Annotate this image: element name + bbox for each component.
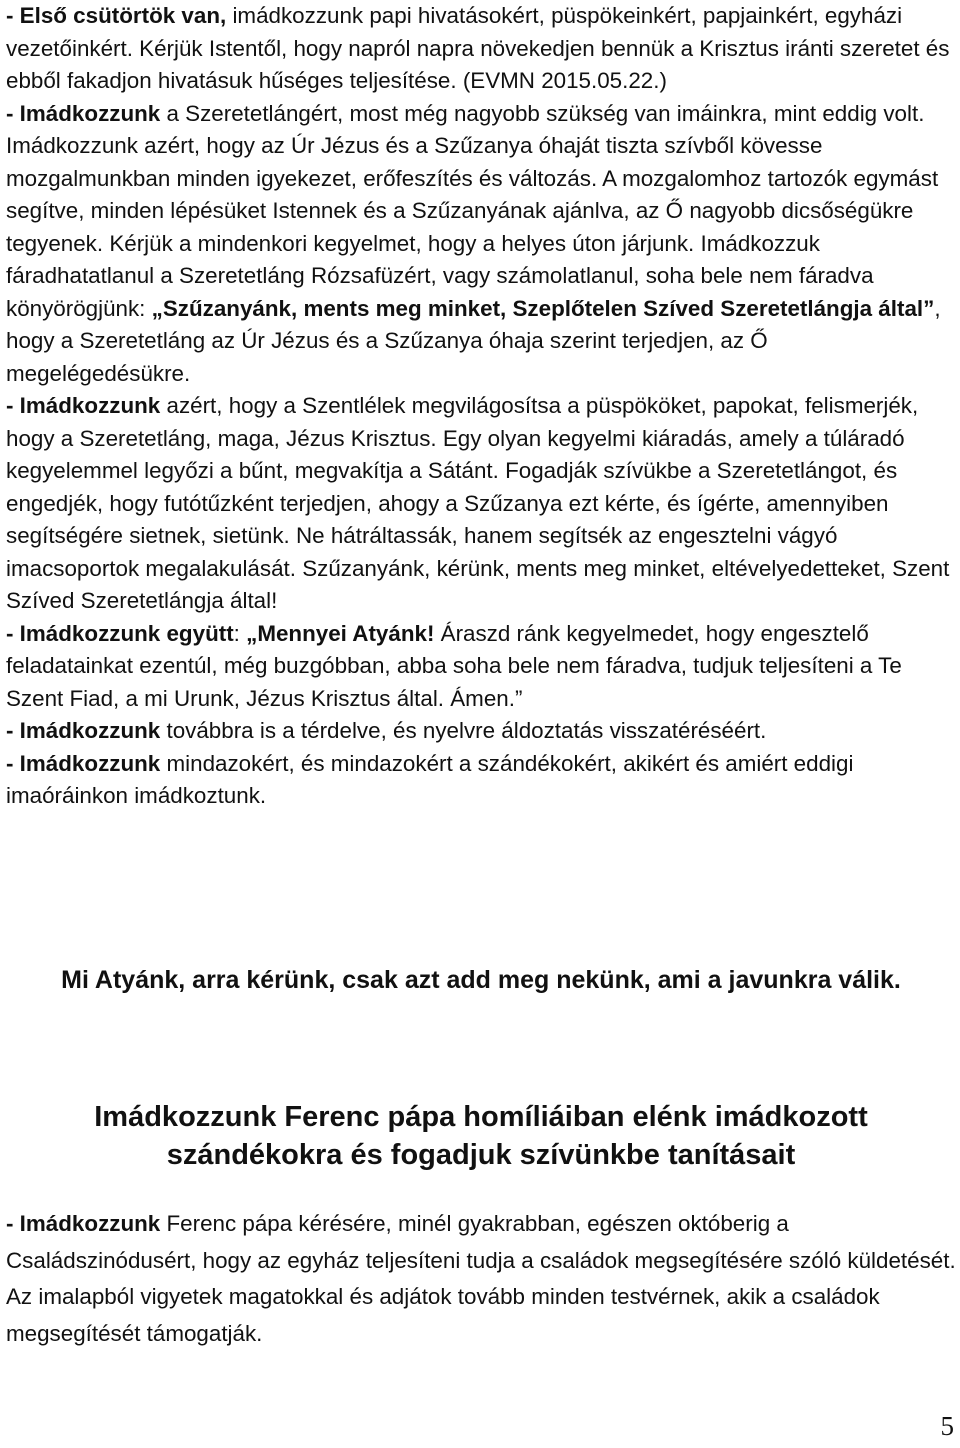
intention-paragraph xyxy=(6,1206,956,1352)
intention-paragraph xyxy=(6,98,956,391)
bold-text-run: - Imádkozzunk együtt xyxy=(6,620,234,646)
text-run: azért, hogy a Szentlélek megvilágosítsa a püspököket, papokat, felismerjék, hogy a Szeretetláng, maga, Jézus Krisztus. Egy olyan kegyelmi kiáradás, amely a túláradó kegyelemmel legyőzi a bűnt, megvakítja a Sátánt. Fogadják szívükbe a Szeretetlángot, és engedjék, hogy futótűzként terjedjen, ahogy a Szűzanya ezt kérte, és ígérte, amennyiben segítségére sietnek, sietünk. Ne hátráltassák, hanem segítsék az engesztelni vágyó imacsoportok megalakulását. Szűzanyánk, kérünk, ments meg minket, eltévelyedetteket, Szent Szíved Szeretetlángja által! xyxy=(6,393,950,613)
text-run: Ferenc pápa kérésére, minél gyakrabban, egészen októberig a Családszinódusért, hogy az egyház teljesíteni tudja a családok megsegítésére szóló küldetését. Az imalapból vigyetek magatokkal és adjátok tovább minden testvérnek, akik a családok megsegítését támogatják. xyxy=(6,1211,956,1346)
section-heading: Imádkozzunk Ferenc pápa homíliáiban elénk imádkozott szándékokra és fogadjuk szívünkbe tanításait xyxy=(94,1101,868,1171)
bold-text-run: - Imádkozzunk xyxy=(6,750,161,776)
bold-text-run: „Mennyei Atyánk! xyxy=(246,620,435,646)
bold-text-run: „Szűzanyánk, ments meg minket, Szeplőtelen Szíved Szeretetlángja által” xyxy=(151,295,935,321)
bold-text-run: - Első csütörtök van, xyxy=(6,3,227,28)
bold-text-run: - Imádkozzunk xyxy=(6,1211,161,1236)
prayer-line: Mi Atyánk, arra kérünk, csak azt add meg nekünk, ami a javunkra válik. xyxy=(61,966,901,994)
text-run: mindazokért, és mindazokért a szándékokért, akikért és amiért eddigi imaóráinkon imádkoztunk. xyxy=(6,750,854,808)
bold-text-run: - Imádkozzunk xyxy=(6,718,161,743)
page-number: 5 xyxy=(940,1411,954,1441)
text-run: a Szeretetlángért, most még nagyobb szükség van imáinkra, mint eddig volt. Imádkozzunk azért, hogy az Úr Jézus és a Szűzanya óhaját tiszta szívből kövesse mozgalmunkban minden igyekezet, erőfeszítés és változás. A mozgalomhoz tartozók egymást segítve, minden lépésüket Istennek és a Szűzanyának ajánlva, az Ő nagyobb dicsőségükre tegyenek. Kérjük a mindenkori kegyelmet, hogy a helyes úton járjunk. Imádkozzuk fáradhatatlanul a Szeretetláng Rózsafüzért, vagy számolatlanul, soha bele nem fáradva könyörögjünk: xyxy=(6,100,939,321)
intention-paragraph xyxy=(6,618,956,716)
intention-paragraph xyxy=(6,390,956,618)
text-run: , hogy a Szeretetláng az Úr Jézus és a Szűzanya óhaja szerint terjedjen, az Ő megelégedésükre. xyxy=(6,295,941,386)
text-run: imádkozzunk papi hivatásokért, püspökeinkért, papjainkért, egyházi vezetőinkért. Kérjük Istentől, hogy napról napra növekedjen bennük a Krisztus iránti szeretet és ebből fakadjon hivatásuk hűséges teljesítése. (EVMN 2015.05.22.) xyxy=(6,3,950,93)
intention-paragraph xyxy=(6,0,956,98)
intention-paragraph xyxy=(6,715,956,748)
intentions-section xyxy=(6,0,956,813)
bold-text-run: - Imádkozzunk xyxy=(6,100,161,126)
bold-text-run: - Imádkozzunk xyxy=(6,393,161,418)
text-run: : xyxy=(233,620,247,646)
text-run: Áraszd ránk kegyelmedet, hogy engesztelő feladatainkat ezentúl, még buzgóbban, abba soha bele nem fáradva, tudjuk teljesíteni a Te Szent Fiad, a mi Urunk, Jézus Krisztus által. Ámen.” xyxy=(6,620,902,711)
text-run: továbbra is a térdelve, és nyelvre áldoztatás visszatéréséért. xyxy=(160,718,767,743)
pope-intentions-section xyxy=(6,1206,956,1352)
document-page xyxy=(6,0,956,1346)
intention-paragraph xyxy=(6,748,956,813)
